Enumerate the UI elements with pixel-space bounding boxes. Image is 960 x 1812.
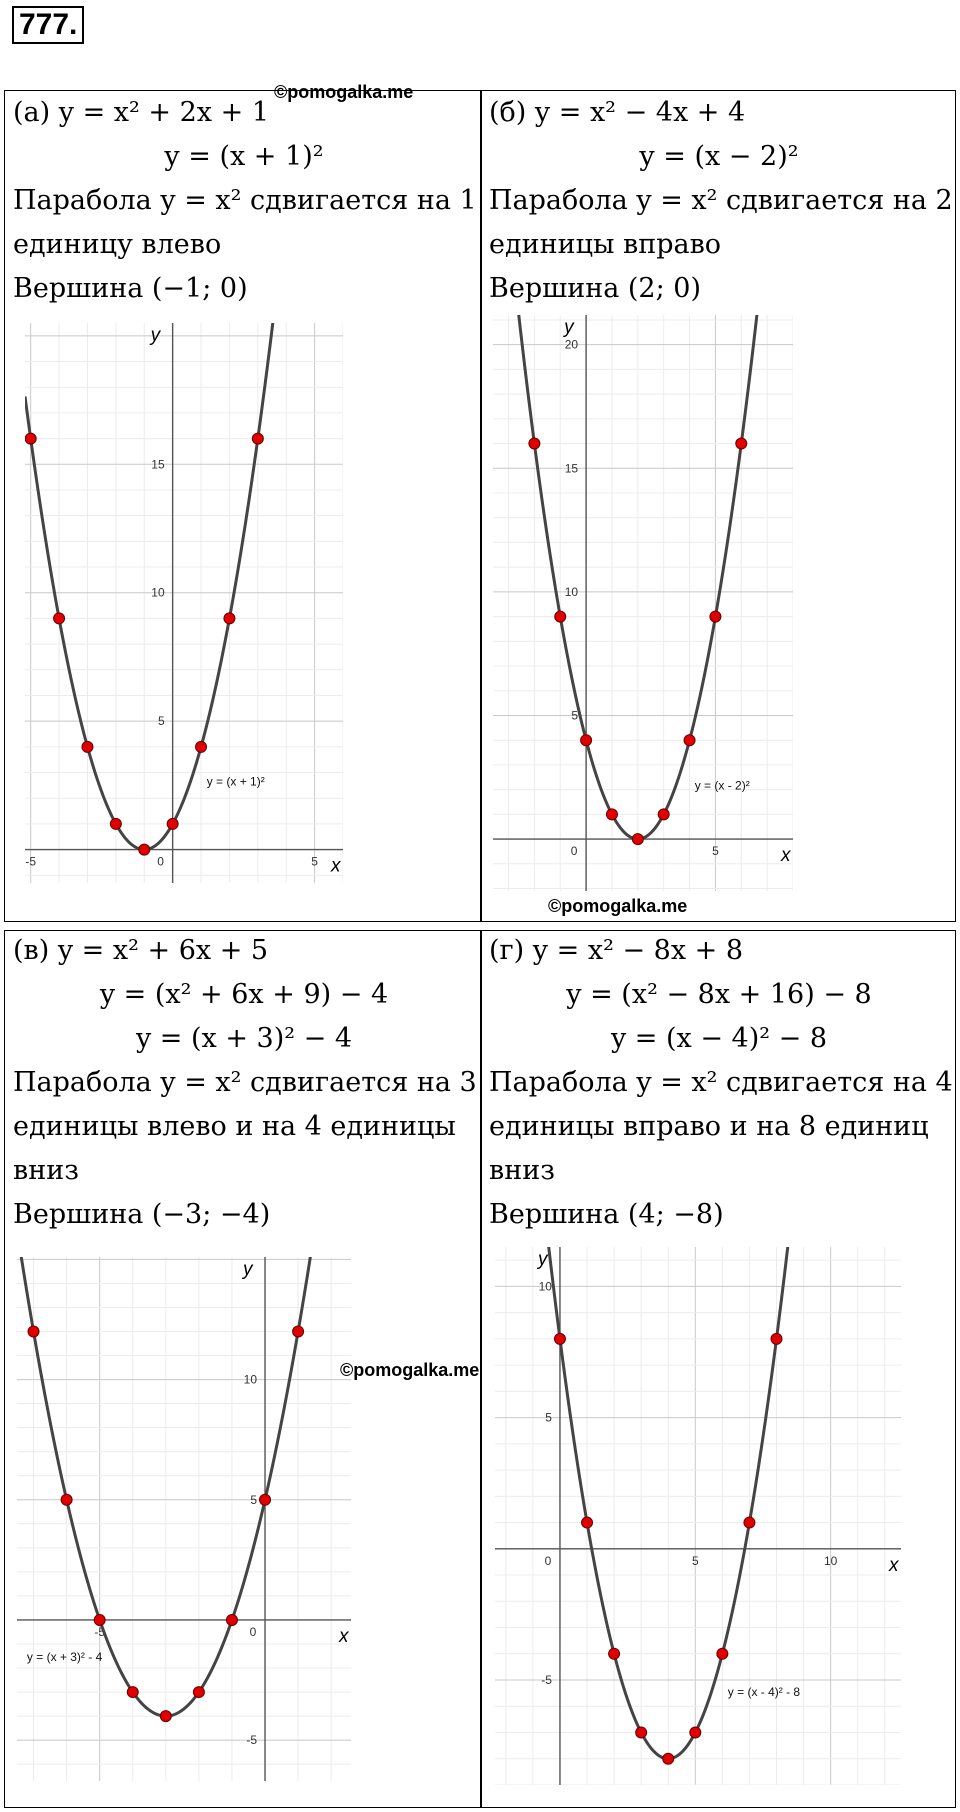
- data-point: [771, 1333, 782, 1344]
- function-label: y = (x + 1)²: [206, 774, 265, 789]
- data-point: [684, 735, 695, 746]
- data-point: [690, 1727, 701, 1738]
- y-tick-label: -5: [246, 1733, 258, 1748]
- text-c-7: Вершина (−3; −4): [13, 1199, 271, 1230]
- x-axis-label: x: [339, 1625, 349, 1647]
- data-point: [252, 433, 263, 444]
- x-tick-label: 10: [823, 1553, 838, 1568]
- y-axis-label: y: [150, 325, 161, 346]
- data-point: [226, 1614, 237, 1625]
- panel-b: [480, 90, 956, 922]
- y-tick-label: 10: [151, 585, 165, 600]
- data-point: [94, 1614, 105, 1625]
- data-point: [224, 613, 235, 624]
- x-tick-label: 5: [691, 1553, 699, 1568]
- y-tick-label: 10: [538, 1279, 552, 1294]
- x-tick-label: -5: [94, 1624, 106, 1639]
- graph-a: [25, 323, 343, 883]
- y-tick-label: 20: [564, 337, 579, 352]
- data-point: [636, 1727, 647, 1738]
- x-axis-label: x: [781, 845, 791, 867]
- data-point: [127, 1687, 138, 1698]
- data-point: [54, 613, 65, 624]
- text-c-6: вниз: [13, 1155, 79, 1186]
- x-tick-label: 0: [570, 844, 578, 859]
- text-d-4: Парабола y = x² сдвигается на 4: [489, 1067, 953, 1098]
- parabola-curve: [495, 1247, 901, 1759]
- x-tick-label: 0: [249, 1624, 257, 1639]
- data-point: [632, 834, 643, 845]
- graph-b: [493, 315, 793, 891]
- data-point: [25, 433, 36, 444]
- text-a-4: единицу влево: [13, 229, 222, 260]
- y-tick-label: 10: [564, 584, 579, 599]
- text-a-3: Парабола y = x² сдвигается на 1: [13, 185, 477, 216]
- text-b-4: единицы вправо: [489, 229, 722, 260]
- data-point: [529, 438, 540, 449]
- function-label: y = (x + 3)² - 4: [26, 1649, 103, 1664]
- data-point: [196, 741, 207, 752]
- x-axis-label: x: [331, 855, 341, 877]
- text-a-2: y = (x + 1)²: [164, 141, 324, 172]
- y-tick-label: -5: [541, 1673, 552, 1688]
- text-d-6: вниз: [489, 1155, 555, 1186]
- y-tick-label: 15: [151, 457, 165, 472]
- text-d-7: Вершина (4; −8): [489, 1199, 724, 1230]
- text-b-5: Вершина (2; 0): [489, 273, 701, 304]
- watermark-3: ©pomogalka.me: [340, 1360, 480, 1380]
- x-tick-label: 5: [311, 854, 318, 869]
- text-b-1: (б) y = x² − 4x + 4: [489, 97, 746, 128]
- y-axis-label: y: [243, 1259, 253, 1280]
- text-d-1: (г) y = x² − 8x + 8: [489, 935, 744, 966]
- data-point: [663, 1753, 674, 1764]
- x-axis-label: x: [889, 1554, 899, 1576]
- panel-d: [480, 930, 956, 1808]
- exercise-number: 777.: [12, 6, 84, 44]
- data-point: [582, 1517, 593, 1528]
- y-axis-label: y: [564, 317, 574, 338]
- text-a-1: (а) y = x² + 2x + 1: [13, 97, 269, 128]
- data-point: [160, 1711, 171, 1722]
- y-tick-label: 5: [545, 1410, 552, 1425]
- graph-d: [495, 1247, 901, 1785]
- data-point: [82, 741, 93, 752]
- function-label: y = (x - 2)²: [694, 778, 750, 793]
- data-point: [581, 735, 592, 746]
- y-tick-label: 15: [564, 461, 579, 476]
- x-tick-label: -5: [25, 854, 37, 869]
- data-point: [293, 1326, 304, 1337]
- parabola-curve: [25, 323, 343, 850]
- data-point: [710, 611, 721, 622]
- text-a-5: Вершина (−1; 0): [13, 273, 248, 304]
- data-point: [28, 1326, 39, 1337]
- text-d-3: y = (x − 4)² − 8: [610, 1023, 828, 1054]
- text-b-2: y = (x − 2)²: [639, 141, 799, 172]
- data-point: [736, 438, 747, 449]
- text-d-5: единицы вправо и на 8 единиц: [489, 1111, 929, 1142]
- data-point: [555, 611, 566, 622]
- x-tick-label: 5: [712, 844, 719, 859]
- data-point: [609, 1648, 620, 1659]
- text-d-2: y = (x² − 8x + 16) − 8: [566, 979, 872, 1010]
- data-point: [260, 1494, 271, 1505]
- data-point: [139, 844, 150, 855]
- data-point: [110, 818, 121, 829]
- data-point: [658, 809, 669, 820]
- text-c-5: единицы влево и на 4 единицы: [13, 1111, 456, 1142]
- watermark-1: ©pomogalka.me: [274, 82, 414, 102]
- y-tick-label: 5: [157, 714, 165, 729]
- watermark-2: ©pomogalka.me: [548, 896, 688, 916]
- text-c-1: (в) y = x² + 6x + 5: [13, 935, 269, 966]
- x-tick-label: 0: [544, 1553, 552, 1568]
- x-tick-label: 0: [157, 854, 164, 869]
- function-label: y = (x - 4)² - 8: [727, 1684, 801, 1699]
- data-point: [717, 1648, 728, 1659]
- data-point: [167, 818, 178, 829]
- panel-a: [4, 90, 482, 922]
- text-c-3: y = (x + 3)² − 4: [135, 1023, 353, 1054]
- graph-c: [17, 1257, 351, 1781]
- y-tick-label: 10: [243, 1372, 258, 1387]
- y-axis-label: y: [537, 1249, 548, 1270]
- y-tick-label: 5: [571, 708, 579, 723]
- y-tick-label: 5: [250, 1492, 258, 1507]
- data-point: [606, 809, 617, 820]
- text-c-4: Парабола y = x² сдвигается на 3: [13, 1067, 477, 1098]
- text-c-2: y = (x² + 6x + 9) − 4: [99, 979, 389, 1010]
- data-point: [744, 1517, 755, 1528]
- data-point: [193, 1687, 204, 1698]
- text-b-3: Парабола y = x² сдвигается на 2: [489, 185, 953, 216]
- data-point: [554, 1333, 565, 1344]
- data-point: [61, 1494, 72, 1505]
